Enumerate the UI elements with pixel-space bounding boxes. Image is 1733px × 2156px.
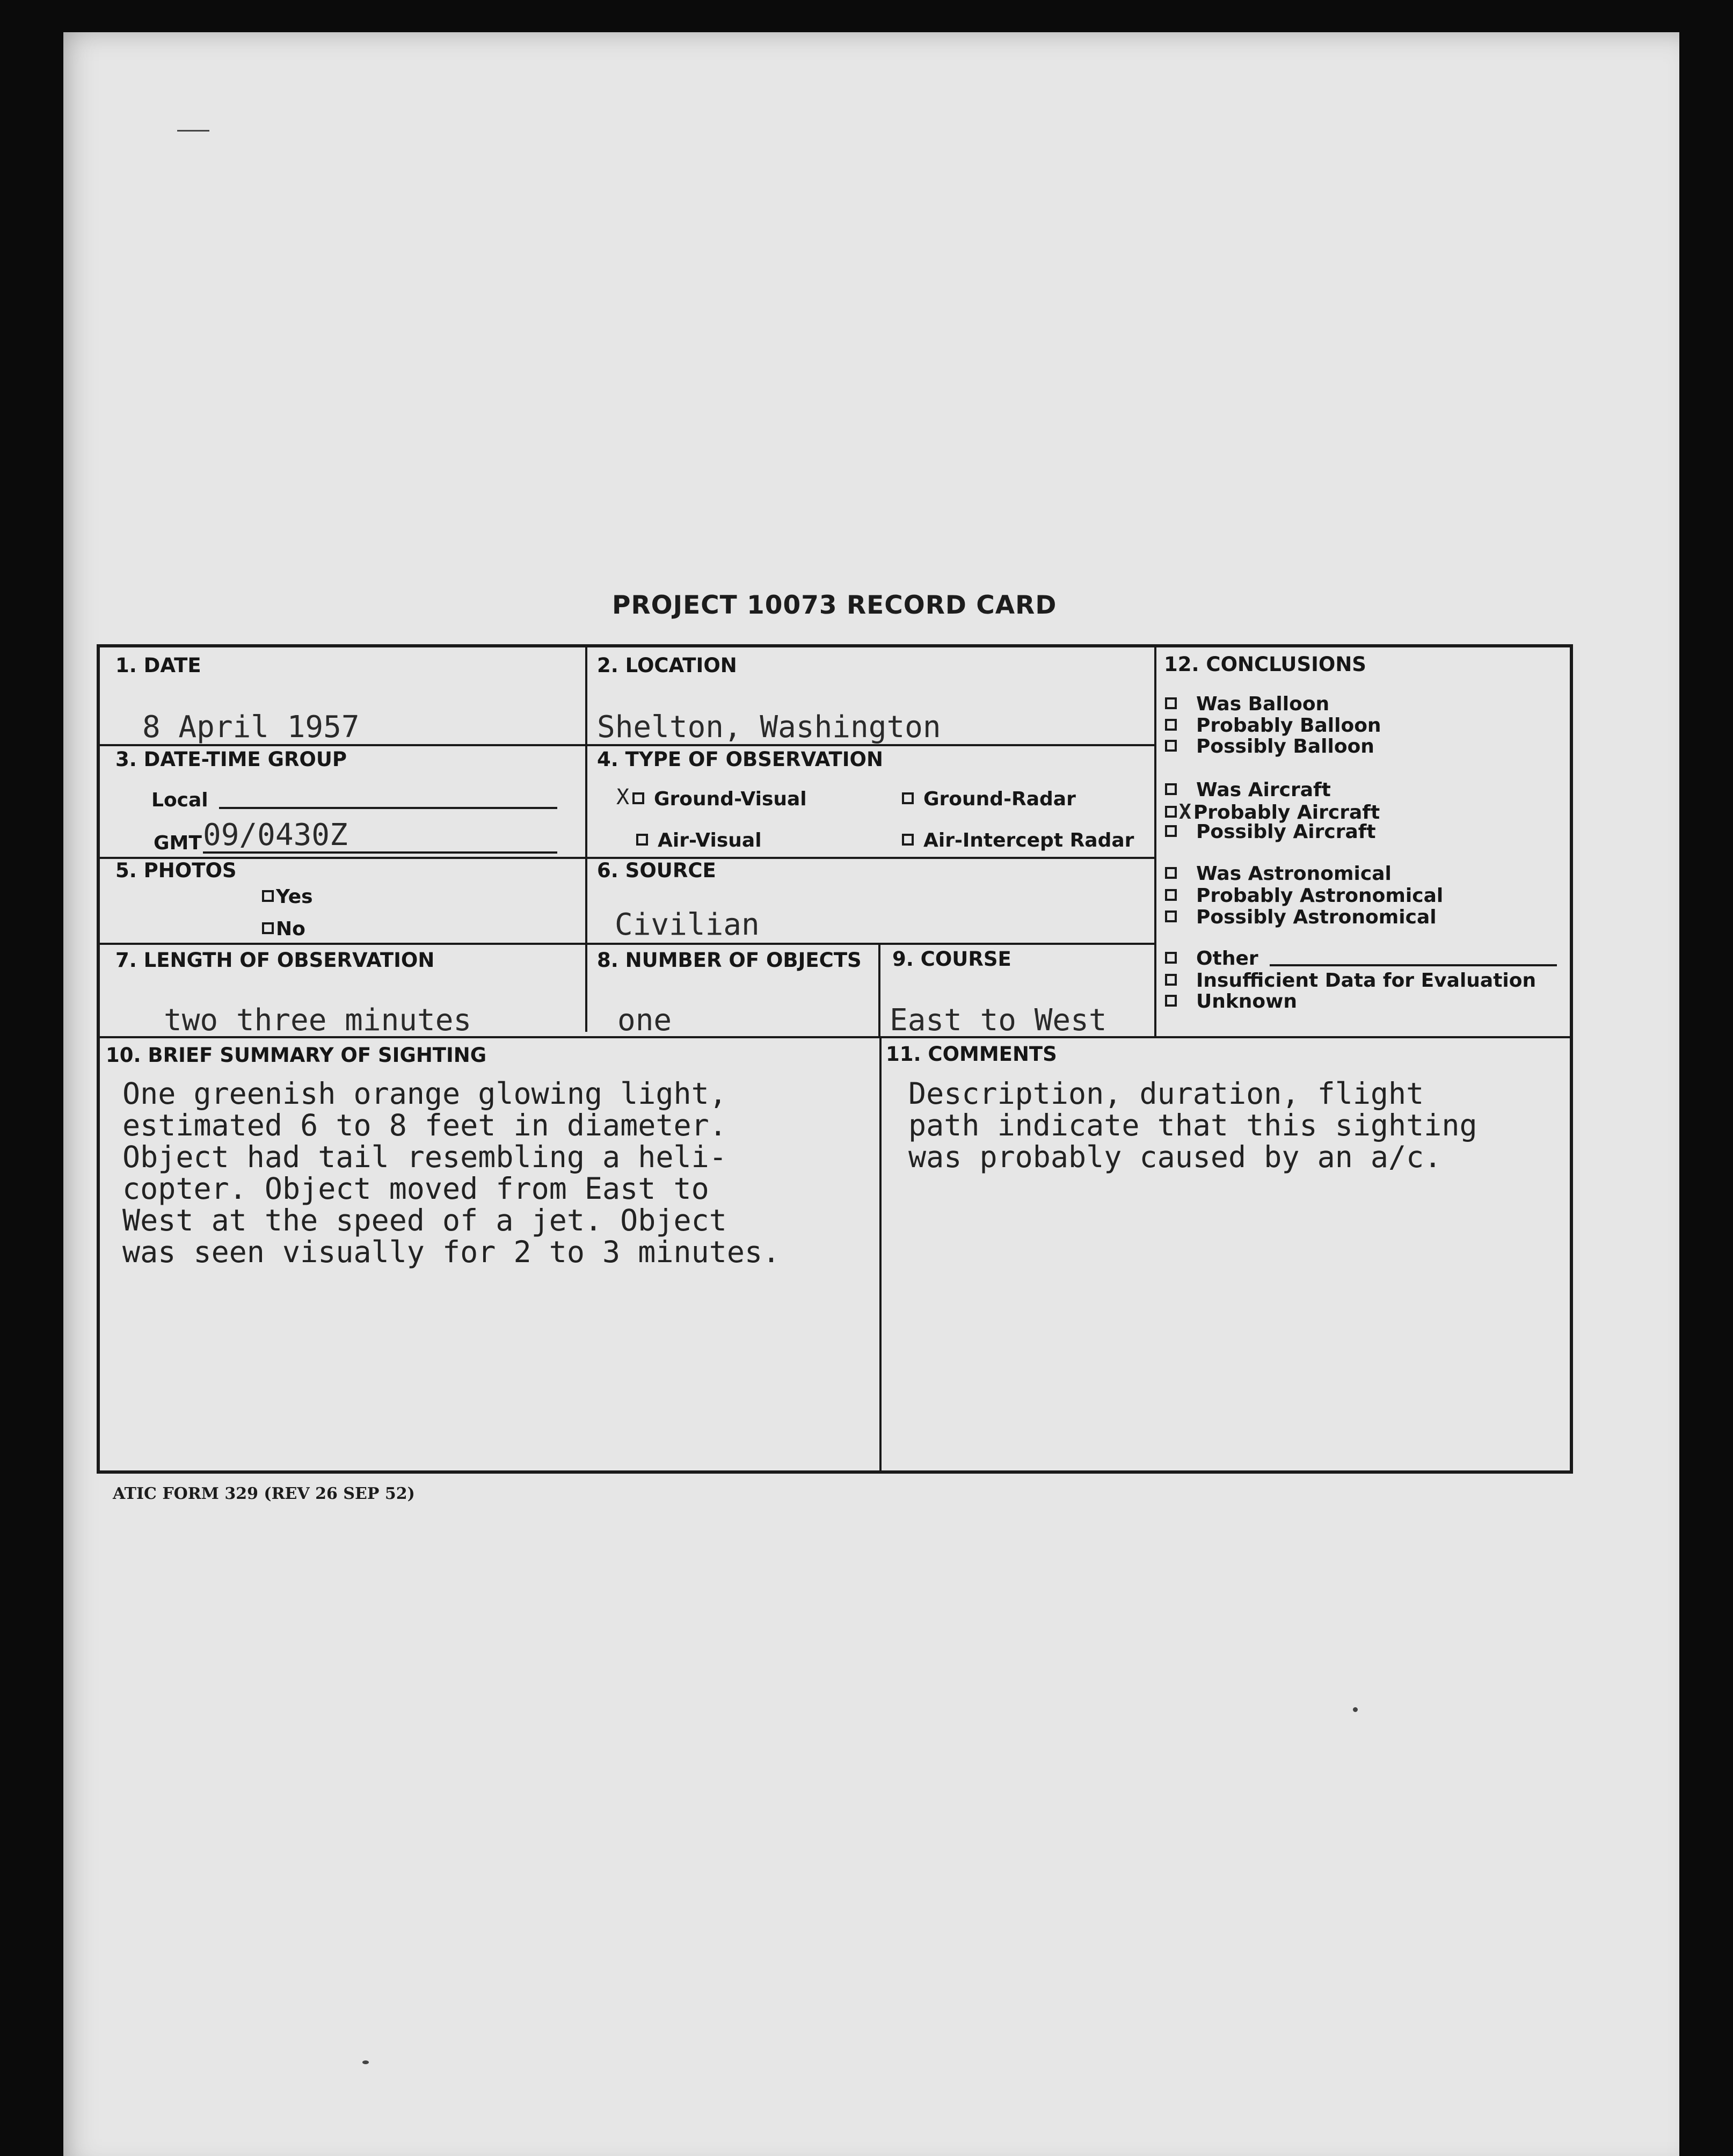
checkbox-ground-radar[interactable] xyxy=(902,792,914,804)
conclusion-possibly-astronomical[interactable]: Possibly Astronomical xyxy=(1165,906,1437,928)
checkbox-possibly-aircraft[interactable] xyxy=(1165,825,1177,837)
probably-aircraft-mark: X xyxy=(1179,800,1191,824)
dtg-gmt-value: 09/0430Z xyxy=(203,818,348,853)
checkbox-unknown[interactable] xyxy=(1165,995,1177,1007)
card-title: PROJECT 10073 RECORD CARD xyxy=(612,591,1057,620)
location-label: 2. LOCATION xyxy=(597,654,737,677)
summary-line: estimated 6 to 8 feet in diameter. xyxy=(122,1108,727,1142)
summary-line: was seen visually for 2 to 3 minutes. xyxy=(122,1235,781,1269)
dtg-local-label: Local xyxy=(151,789,208,811)
checkbox-possibly-astronomical[interactable] xyxy=(1165,911,1177,922)
checkbox-probably-astronomical[interactable] xyxy=(1165,889,1177,901)
checkbox-ground-visual[interactable] xyxy=(632,792,644,804)
conclusion-insufficient-data[interactable]: Insufficient Data for Evaluation xyxy=(1165,970,1536,992)
option-air-intercept-radar[interactable]: Air-Intercept Radar xyxy=(902,829,1134,851)
summary-line: Object had tail resembling a heli- xyxy=(122,1140,727,1174)
checkbox-insufficient-data[interactable] xyxy=(1165,974,1177,986)
film-speck xyxy=(1353,1707,1358,1712)
dtg-local-line xyxy=(219,807,557,809)
film-speck xyxy=(177,130,209,132)
option-air-visual[interactable]: Air-Visual xyxy=(636,829,762,851)
conclusion-was-astronomical[interactable]: Was Astronomical xyxy=(1165,863,1392,885)
conclusion-possibly-balloon[interactable]: Possibly Balloon xyxy=(1165,735,1374,757)
conclusion-was-balloon[interactable]: Was Balloon xyxy=(1165,693,1329,715)
conclusion-probably-balloon[interactable]: Probably Balloon xyxy=(1165,715,1381,737)
source-label: 6. SOURCE xyxy=(597,859,716,882)
checkbox-was-aircraft[interactable] xyxy=(1165,783,1177,795)
ground-visual-mark: X xyxy=(616,785,630,810)
date-label: 1. DATE xyxy=(115,654,201,677)
checkbox-possibly-balloon[interactable] xyxy=(1165,740,1177,752)
photos-label: 5. PHOTOS xyxy=(115,859,237,882)
conclusion-other[interactable]: Other xyxy=(1165,948,1258,970)
checkbox-air-intercept-radar[interactable] xyxy=(902,834,914,846)
comments-text xyxy=(908,1078,1477,1173)
conclusion-probably-aircraft[interactable]: X Probably Aircraft xyxy=(1165,800,1380,824)
length-value: two three minutes xyxy=(164,1003,472,1038)
checkbox-was-astronomical[interactable] xyxy=(1165,867,1177,879)
objects-label: 8. NUMBER OF OBJECTS xyxy=(597,949,862,972)
length-label: 7. LENGTH OF OBSERVATION xyxy=(115,949,435,972)
conclusion-possibly-aircraft[interactable]: Possibly Aircraft xyxy=(1165,821,1376,843)
row-line-3 xyxy=(98,943,1154,945)
film-speck xyxy=(362,2060,369,2064)
comments-line: path indicate that this sighting xyxy=(908,1108,1477,1142)
option-ground-visual[interactable]: Ground-Visual xyxy=(632,788,807,810)
summary-line: One greenish orange glowing light, xyxy=(122,1076,727,1111)
observation-type-label: 4. TYPE OF OBSERVATION xyxy=(597,748,883,771)
checkbox-probably-balloon[interactable] xyxy=(1165,719,1177,731)
checkbox-photos-yes[interactable] xyxy=(262,890,274,902)
summary-label: 10. BRIEF SUMMARY OF SIGHTING xyxy=(106,1044,487,1067)
divider-summary-comments xyxy=(879,1036,882,1473)
photos-no[interactable]: No xyxy=(262,918,305,940)
source-value: Civilian xyxy=(615,907,760,942)
dtg-label: 3. DATE-TIME GROUP xyxy=(115,748,347,771)
course-label: 9. COURSE xyxy=(892,948,1011,971)
divider-objects-course xyxy=(878,945,880,1036)
summary-text xyxy=(122,1078,780,1268)
date-value: 8 April 1957 xyxy=(142,710,360,745)
location-value: Shelton, Washington xyxy=(597,710,941,745)
conclusion-unknown[interactable]: Unknown xyxy=(1165,990,1297,1013)
objects-value: one xyxy=(617,1003,672,1038)
checkbox-other[interactable] xyxy=(1165,952,1177,964)
checkbox-was-balloon[interactable] xyxy=(1165,697,1177,709)
conclusions-label: 12. CONCLUSIONS xyxy=(1164,653,1366,676)
comments-label: 11. COMMENTS xyxy=(886,1043,1057,1066)
dtg-gmt-line xyxy=(203,851,557,854)
checkbox-probably-aircraft[interactable] xyxy=(1165,806,1177,818)
conclusion-was-aircraft[interactable]: Was Aircraft xyxy=(1165,779,1331,801)
summary-line: copter. Object moved from East to xyxy=(122,1171,709,1206)
conclusion-probably-astronomical[interactable]: Probably Astronomical xyxy=(1165,885,1443,907)
dtg-gmt-label: GMT xyxy=(154,832,202,854)
option-ground-radar[interactable]: Ground-Radar xyxy=(902,788,1076,810)
checkbox-air-visual[interactable] xyxy=(636,834,648,846)
other-line xyxy=(1270,964,1557,966)
comments-line: Description, duration, flight xyxy=(908,1076,1424,1111)
course-value: East to West xyxy=(890,1003,1107,1038)
photos-yes[interactable]: Yes xyxy=(262,886,313,908)
divider-col1 xyxy=(585,645,587,1032)
form-footer: ATIC FORM 329 (REV 26 SEP 52) xyxy=(113,1484,415,1503)
checkbox-photos-no[interactable] xyxy=(262,922,274,934)
divider-col-conclusions xyxy=(1154,645,1156,1037)
comments-line: was probably caused by an a/c. xyxy=(908,1140,1442,1174)
summary-line: West at the speed of a jet. Object xyxy=(122,1203,727,1237)
